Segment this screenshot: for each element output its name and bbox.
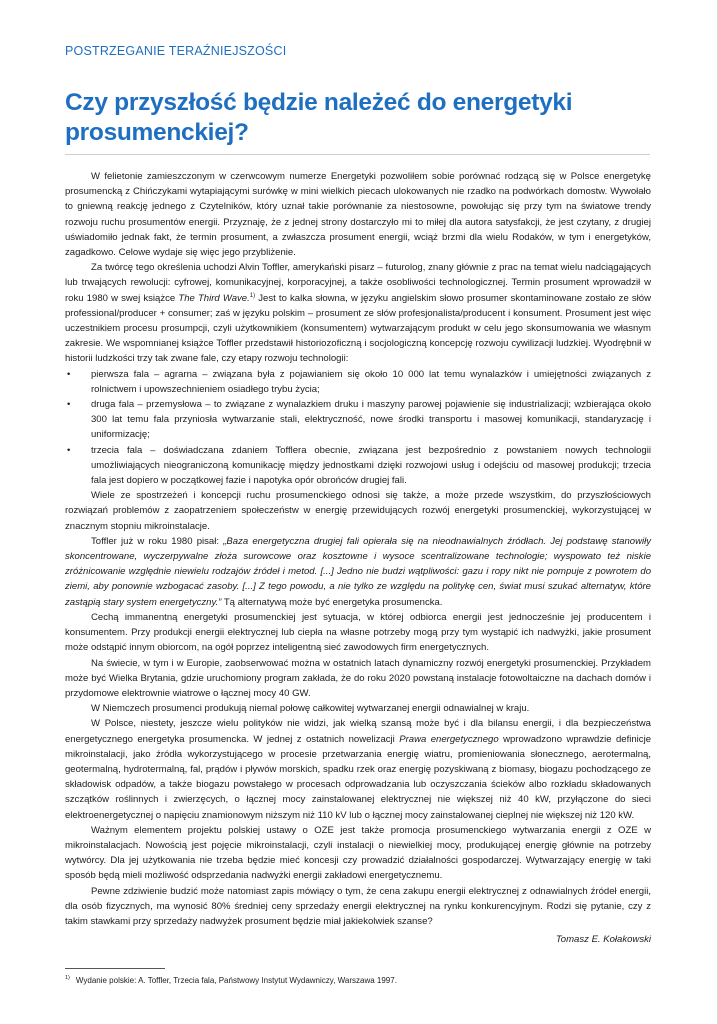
paragraph-2 [65, 260, 651, 366]
paragraph-9: Ważnym elementem projektu polskiej ustawy o OZE jest także promocja prosumenckiego wytwarzania energii z OZE w mikroinstalacjach. Nowością jest pojęcie mikroinstalacji, czyli instalacji o niewielkiej mocy, produkującej energię głównie na potrzeby wytwórcy. Dla jej użytkowania nie trzeba będzie mieć koncesji czy prowadzić działalności gospodarczej. Wytwarzający energię w taki sposób będą mieli możliwość odsprzedania nadwyżki energii zakładowi energetycznemu. [65, 824, 651, 882]
paragraph-8-start: W Polsce, niestety, jeszcze wielu polityków nie widzi, jak wielką szansą może być i dla bilansu energii, i dla bezpieczeństwa energetycznego energetyka prosumencka. W jednej z ostatnich nowelizacji [65, 718, 651, 745]
author-signature: Tomasz E. Kołakowski [555, 934, 651, 946]
list-item [65, 397, 651, 443]
paragraph-8 [65, 716, 651, 822]
book-title: The Third Wave. [178, 292, 250, 304]
footnote-mark: 1) [65, 975, 70, 982]
list-item [65, 443, 651, 489]
paragraph-2-start: Za twórcę tego określenia uchodzi Alvin Toffler, amerykański pisarz – futurolog, znany głównie z prac na temat wielu nadciągających lub trwających rewolucji: cyfrowej, komunikacyjnej, korporacyjnej, a także osobliwości technologicznej. Termin prosument wprowadził w roku 1980 w swej książce [65, 262, 651, 304]
bullet-icon: • [67, 444, 71, 456]
footnote-ref: 1) [249, 292, 256, 299]
paragraph-7: W Niemczech prosumenci produkują niemal połowę całkowitej wytwarzanej energii odnawialnej w kraju. [91, 703, 530, 715]
section-label: POSTRZEGANIE TERAŹNIEJSZOŚCI [65, 44, 287, 58]
list-item-text: pierwsza fala – agrarna – związana była z pojawianiem się około 10 000 lat temu wynalazków i umiejętności związanych z rolnictwem i upowszechnieniem osiadłego trybu życia; [91, 368, 651, 395]
footnote [65, 975, 651, 986]
law-title: Prawa energetycznego [399, 733, 499, 745]
list-item [65, 367, 651, 397]
paragraph-4-start: Toffler już w roku 1980 pisał: [91, 535, 224, 547]
paragraph-2-end: Jest to kalka słowna, w języku angielskim słowo prosumer skontaminowane zostało ze słów professional/producer + consumer; zaś w języku polskim – prosument ze słów profesjonalista/producent i konsument. Prosument jest więc uczestnikiem procesu prosumpcji, czyli użytkownikiem (konsumentem) wytwarzającym produkt w celu jego skonsumowania we własnym zakresie. We wspomnianej książce Toffler przedstawił historiozoficzną i socjologiczną koncepcję rozwoju cywilizacji ludzkiej. Wyodrębnił w historii ludzkości trzy tak zwane fale, czy etapy rozwoju technologii: [65, 292, 651, 365]
footnote-text: Wydanie polskie: A. Toffler, Trzecia fala, Państwowy Instytut Wydawniczy, Warszawa 1997. [75, 976, 397, 985]
bullet-icon: • [67, 399, 71, 411]
article-body [65, 169, 651, 947]
paragraph-4 [65, 534, 651, 610]
paragraph-6: Na świecie, w tym i w Europie, zaobserwować można w ostatnich latach dynamiczny rozwój energetyki prosumenckiej. Przykładem może być Wielka Brytania, gdzie uruchomiony program zakłada, że do roku 2020 powstaną instalacje fotowoltaiczne na dachach domów i przydomowe elektrownie wiatrowe o łącznej mocy 40 GW. [65, 657, 651, 699]
paragraph-8-end: wprowadzono wprawdzie definicje mikroinstalacji, jako źródła wykorzystującego w procesie przetwarzania energię wiatru, promieniowania słonecznego, aerotermalną, geotermalną, hydrotermalną, fal, prądów i pływów morskich, spadku rzek oraz energię pozyskiwaną z biomasy, biogazu pochodzącego ze składowisk odpadów, a także biogazu powstałego w procesach odprowadzania lub oczyszczania ścieków albo rozkładu składowanych szczątków roślinnych i zwierzęcych, o łącznej mocy zainstalowanej elektrycznej nie większej niż 40 kW, przyłączone do sieci elektroenergetycznej o napięciu znamionowym niższym niż 110 kV lub o łącznej mocy zainstalowanej cieplnej nie większej niż 120 kW. [65, 733, 652, 821]
title-divider [65, 154, 650, 155]
toffler-quote: „Baza energetyczna drugiej fali opierała się na nieodnawialnych źródłach. Jej podstawę stanowiły skoncentrowane, wyczerpywalne złoża surowcowe oraz kosztowne i wysoce scentralizowane technologie; wyspowato też niskie zróżnicowanie względnie niewielu rodzajów źródeł i metod. [...] Jedno nie budzi wątpliwości: gazu i ropy nikt nie pompuje z powrotem do ziemi, aby ponownie wzbogacać zasoby. [...] Z tego powodu, a nie tylko ze względu na politykę cen, świat musi szukać alternatyw, które zastąpią stary system energetyczny.” [65, 535, 651, 608]
paragraph-3: Wiele ze spostrzeżeń i koncepcji ruchu prosumenckiego odnosi się także, a może przede wszystkim, do przyszłościowych rozwiązań problemów z zaopatrzeniem społeczeństw w energię przewidujących rozwój energetyki prosumenckiej, wykorzystującej w znacznym stopniu mikroinstalacje. [65, 490, 651, 532]
list-item-text: trzecia fala – doświadczana zdaniem Tofflera obecnie, związana jest bezpośrednio z powstaniem nowych technologii umożliwiających nieograniczoną komunikację między jednostkami dzięki rozwojowi usług i odejściu od masowej produkcji; trzecia fala jest dopiero w początkowej fazie i napotyka opór obrońców drugiej fali. [91, 444, 651, 487]
article-title: Czy przyszłość będzie należeć do energetyki prosumenckiej? [65, 89, 573, 146]
paragraph-1: W felietonie zamieszczonym w czerwcowym numerze Energetyki pozwoliłem sobie porównać rodzącą się w Polsce energetykę prosumencką z Chińczykami wytapiającymi surówkę w mini wielkich piecach ulokowanych nie rzadko na podwórkach domostw. Wywołało to gniewną reakcję jednego z Czytelników, który uznał takie porównanie za niestosowne, powołując się przy tym na światowe trendy rozwoju ruchu prosumentów energii. Przyznaję, że z jednej strony dostarczyło mi to miłej dla autora satysfakcji, że jest czytany, z drugiej uświadomiło jednak fakt, że termin prosument, a zwłaszcza prosument energii, wciąż brzmi dla wielu Rodaków, w tym i energetyków, zagadkowo. Celowe wydaje się więc jego przybliżenie. [65, 171, 651, 259]
waves-list [65, 367, 651, 489]
paragraph-5: Cechą immanentną energetyki prosumenckiej jest sytuacja, w której odbiorca energii jest jednocześnie jej producentem i konsumentem. Przy produkcji energii elektrycznej lub ciepła na własne potrzeby mogą przy tym wystąpić ich nadwyżki, jakie prosument może odstąpić innym obiorcom, na ogół poprzez inteligentną sieć zawodowych firm energetycznych. [65, 611, 651, 654]
list-item-text: druga fala – przemysłowa – to związane z wynalazkiem druku i maszyny parowej pojawienie się industrializacji; wzbierająca około 300 lat temu fala przyniosła wytwarzanie stali, elektryczność, nowe środki transportu i masowej komunikacji, standaryzację i uniformizację; [91, 399, 651, 441]
paragraph-4-end: Tą alternatywą może być energetyka prosumencka. [221, 596, 443, 608]
footnote-divider [65, 968, 165, 969]
paragraph-10: Pewne zdziwienie budzić może natomiast zapis mówiący o tym, że cena zakupu energii elektrycznej z odnawialnych źródeł energii, dla osób fizycznych, ma wynosić 80% średniej ceny sprzedaży energii elektrycznej na rynku konkurencyjnym. Rodzi się pytanie, czy z takim stawkami przy sprzedaży nadwyżek prosument będzie miał jakiekolwiek szanse? [65, 885, 651, 927]
bullet-icon: • [67, 368, 71, 380]
